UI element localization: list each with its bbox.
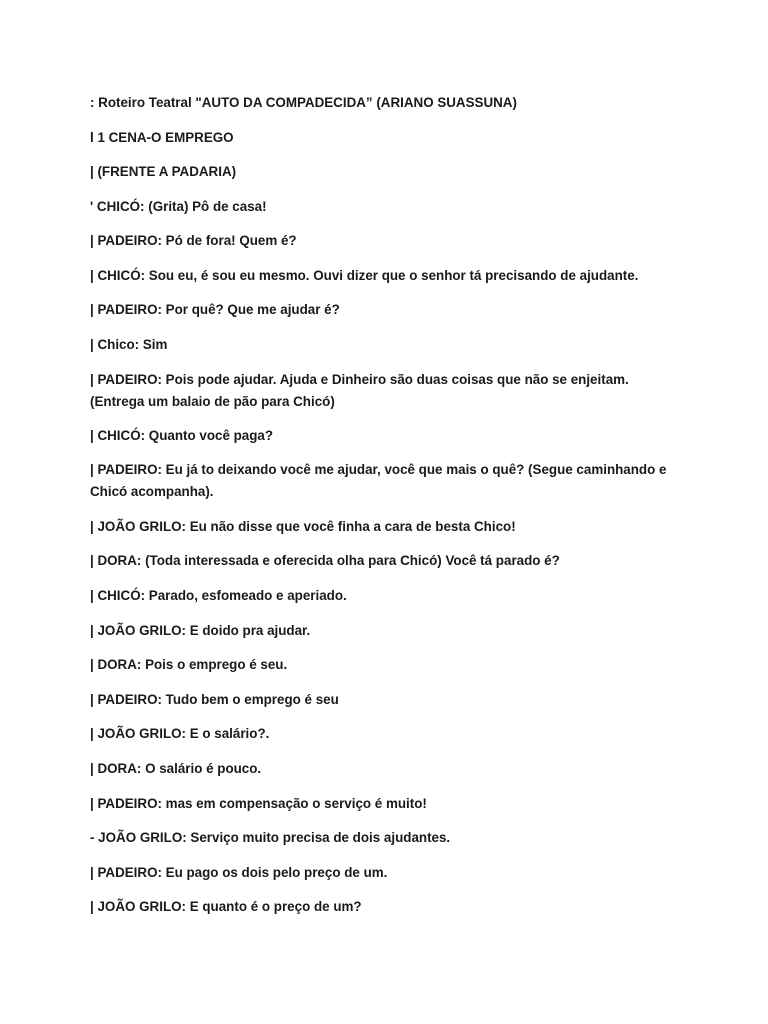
dialogue-line: | CHICÓ: Parado, esfomeado e aperiado. [90,588,347,603]
dialogue-line: | DORA: Pois o emprego é seu. [90,657,288,672]
stage-direction: | (FRENTE A PADARIA) [90,164,237,179]
dialogue-line: | Chico: Sim [90,337,168,352]
scene-heading: l 1 CENA-O EMPREGO [90,130,234,145]
dialogue-line: | JOÃO GRILO: E quanto é o preço de um? [90,899,362,914]
dialogue-line: | JOÃO GRILO: Eu não disse que você finha a cara de besta Chico! [90,519,516,534]
dialogue-line: | PADEIRO: Pó de fora! Quem é? [90,233,297,248]
dialogue-line: | PADEIRO: Eu já to deixando você me ajudar, você que mais o quê? (Segue caminhando e Chicó acompanha). [90,462,667,499]
dialogue-line: | PADEIRO: mas em compensação o serviço é muito! [90,796,427,811]
dialogue-line: | PADEIRO: Por quê? Que me ajudar é? [90,302,340,317]
dialogue-line: | PADEIRO: Eu pago os dois pelo preço de um. [90,865,388,880]
dialogue-line: ' CHICÓ: (Grita) Pô de casa! [90,199,267,214]
dialogue-line: | PADEIRO: Pois pode ajudar. Ajuda e Dinheiro são duas coisas que não se enjeitam. (Entrega um balaio de pão para Chicó) [90,372,629,409]
dialogue-line: - JOÃO GRILO: Serviço muito precisa de dois ajudantes. [90,830,451,845]
dialogue-line: | JOÃO GRILO: E doido pra ajudar. [90,623,311,638]
dialogue-line: | PADEIRO: Tudo bem o emprego é seu [90,692,339,707]
script-title: : Roteiro Teatral "AUTO DA COMPADECIDA” (ARIANO SUASSUNA) [90,95,517,110]
dialogue-line: | DORA: (Toda interessada e oferecida olha para Chicó) Você tá parado é? [90,553,560,568]
dialogue-line: | CHICÓ: Quanto você paga? [90,428,274,443]
dialogue-line: | DORA: O salário é pouco. [90,761,262,776]
dialogue-line: | JOÃO GRILO: E o salário?. [90,726,270,741]
dialogue-line: | CHICÓ: Sou eu, é sou eu mesmo. Ouvi dizer que o senhor tá precisando de ajudante. [90,268,639,283]
